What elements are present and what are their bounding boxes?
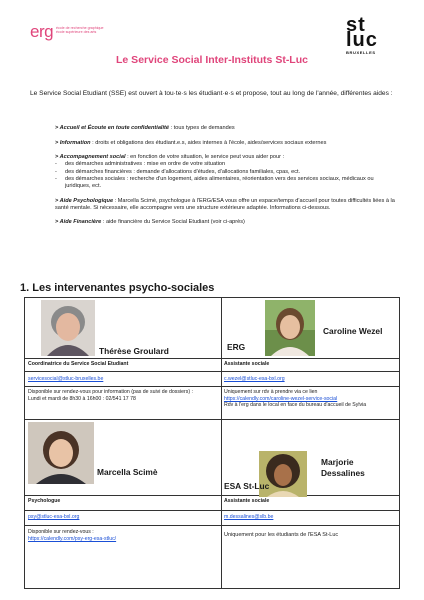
availability-text: Uniquement pour les étudiants de l'ESA St-Luc — [224, 532, 339, 538]
table-divider — [25, 495, 399, 496]
school-name: ESA St-Luc — [224, 481, 270, 491]
availability-line: Rdv à l'erg dans le local en face du bureau d'accueil de Sylvia — [224, 402, 367, 409]
availability-line: Lundi et mardi de 8h30 à 16h00 : 02/541 17 78 — [28, 395, 136, 402]
service-text: : tous types de demandes — [169, 125, 235, 131]
intro-paragraph: Le Service Social Etudiant (SSE) est ouvert à tou·te·s les étudiant·e·s et propose, tout au long de l'année, différentes aides : — [30, 90, 393, 97]
stluc-logo-subtitle: BRUXELLES — [346, 50, 376, 55]
availability-line: Disponible sur rendez-vous : — [28, 529, 94, 535]
service-label: > Information — [55, 139, 91, 146]
service-label: > Accompagnement social — [55, 154, 126, 161]
email-link[interactable]: psy@stluc-esa-bxl.org — [28, 514, 80, 520]
stluc-logo-text: st luc — [346, 14, 378, 51]
list-item: - des démarches administratives : mise en ordre de votre situation — [65, 161, 400, 168]
table-divider — [221, 298, 222, 588]
table-divider — [25, 419, 399, 420]
person-name-line: Marjorie — [321, 457, 354, 467]
calendly-link[interactable]: https://calendly.com/caroline-wezel-service-social — [224, 395, 338, 402]
person-name: Caroline Wezel — [323, 326, 383, 336]
service-item-financiere — [55, 219, 400, 226]
person-name-line: Dessalines — [321, 468, 365, 478]
service-label: > Accueil et Écoute en toute confidentialité — [55, 125, 170, 131]
service-item-psychologique — [55, 198, 400, 212]
portrait-photo — [28, 422, 94, 484]
list-item: - des démarches sociales : recherche d'un logement, aides alimentaires, réorientation vers des services sociaux, médicaux ou juridiques, ect. — [65, 176, 400, 190]
section-title: 1. Les intervenantes psycho-sociales — [20, 282, 215, 294]
availability-text — [28, 529, 218, 542]
person-name: Thérèse Groulard — [99, 346, 169, 356]
contacts-table — [24, 297, 400, 589]
service-item-accompagnement — [55, 154, 400, 190]
table-divider — [25, 525, 399, 526]
service-label: > Aide Psychologique — [55, 197, 114, 204]
erg-logo-text: erg — [30, 22, 54, 41]
service-label: > Aide Financière — [55, 219, 102, 226]
school-name: ERG — [227, 342, 246, 352]
list-item: - des démarches financières : demande d'allocations d'études, d'allocations familiales, cpas, ect. — [65, 169, 400, 176]
service-text: : aide financière du Service Social Etudiant (voir ci-après) — [101, 219, 245, 226]
availability-line: Disponible sur rendez-vous pour information (pas de suivi de dossiers) : — [28, 389, 193, 395]
person-name — [321, 457, 365, 479]
service-text: : droits et obligations des étudiant.e.s, aides internes à l'école, aides/services sociaux externes — [90, 139, 327, 146]
service-item-information — [55, 140, 400, 147]
availability-line: Uniquement sur rdv à prendre via ce lien — [224, 389, 318, 395]
portrait-photo — [265, 300, 315, 356]
table-divider — [25, 386, 399, 387]
calendly-link[interactable]: https://calendly.com/psy-erg-esa-stluc/ — [28, 535, 117, 542]
service-text: : Marcella Scimè, psychologue à l'ERG/ESA vous offre un espace/temps d'accueil pour toutes difficultés liées à la santé mentale. Si nécessaire, elle accompagne vers une structure extérieure adaptée. Informations ci-dessous. — [55, 197, 395, 211]
service-item-accueil — [55, 125, 400, 132]
services-list — [55, 125, 400, 234]
person-role: Coordinatrice du Service Social Etudiant — [28, 361, 129, 367]
erg-logo-subtitle: école de recherche graphique école supérieure des arts — [56, 26, 104, 35]
erg-logo — [30, 22, 104, 42]
availability-text — [224, 389, 399, 409]
email-link[interactable]: m.dessalines@slb.be — [224, 514, 274, 520]
table-divider — [25, 510, 399, 511]
email-link[interactable]: c.wezel@stluc-esa-bxl.org — [224, 376, 285, 382]
page-title: Le Service Social Inter-Instituts St-Luc — [116, 54, 308, 66]
table-divider — [25, 358, 399, 359]
availability-text — [28, 389, 218, 402]
portrait-photo — [41, 300, 95, 356]
person-role: Assistante sociale — [224, 361, 270, 367]
person-name: Marcella Scimè — [97, 467, 158, 477]
email-link[interactable]: servicesocial@stluc-bruxelles.be — [28, 376, 104, 382]
bullet-list — [55, 161, 400, 190]
table-divider — [25, 371, 399, 372]
person-role: Assistante sociale — [224, 498, 270, 504]
service-text: : en fonction de votre situation, le service peut vous aider pour : — [125, 154, 285, 161]
person-role: Psychologue — [28, 498, 61, 504]
stluc-logo — [346, 14, 388, 55]
